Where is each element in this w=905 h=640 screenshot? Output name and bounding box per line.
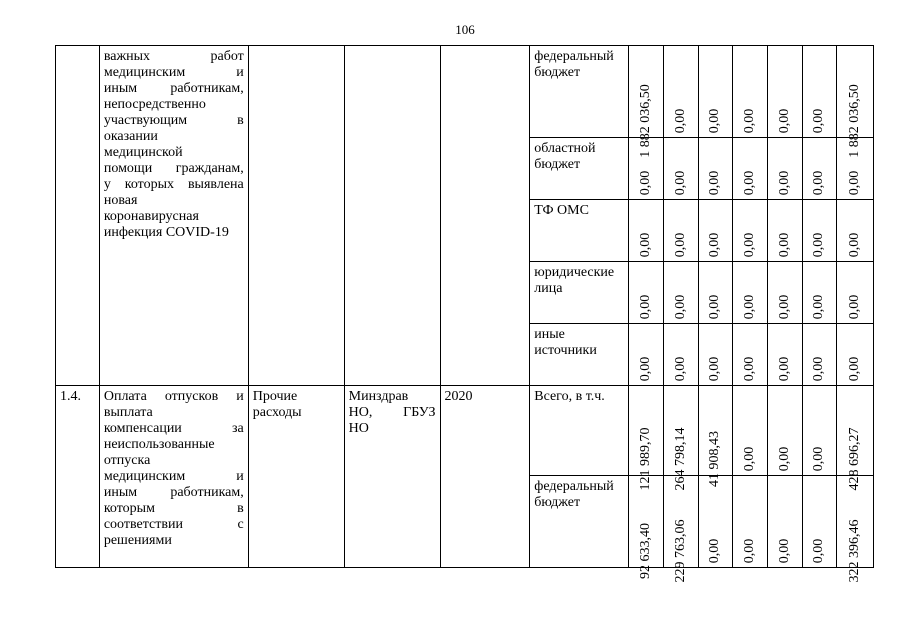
cell-value: 428 696,27 bbox=[847, 427, 863, 491]
cell-value: 0,00 bbox=[776, 232, 792, 258]
cell-value: 0,00 bbox=[811, 294, 827, 320]
cell-value: 1 882 036,50 bbox=[638, 84, 653, 158]
value-cell bbox=[629, 200, 664, 262]
source-label: ТФ ОМС bbox=[534, 203, 589, 218]
cell-value: 0,00 bbox=[707, 170, 723, 196]
value-cell bbox=[733, 262, 768, 324]
value-cell bbox=[733, 476, 768, 568]
executor-cell bbox=[344, 46, 440, 386]
value-cell bbox=[733, 386, 768, 476]
cell-value: 0,00 bbox=[707, 232, 723, 258]
text-line: непосредственно bbox=[103, 97, 206, 112]
text-line: новая bbox=[103, 193, 138, 208]
cell-value: 0,00 bbox=[672, 294, 688, 320]
item-number: 1.4. bbox=[60, 389, 81, 404]
cell-value: 0,00 bbox=[707, 108, 723, 134]
text-line: оказании bbox=[103, 129, 158, 144]
cell-value: 0,00 bbox=[776, 108, 792, 134]
source-cell bbox=[530, 262, 629, 324]
cell-value: 0,00 bbox=[776, 170, 792, 196]
cell-value: 0,00 bbox=[742, 446, 758, 472]
source-label: юридические лица bbox=[534, 265, 615, 296]
text-line: иным работникам, bbox=[103, 485, 244, 500]
cell-value: 0,00 bbox=[638, 170, 653, 196]
cell-value: 0,00 bbox=[742, 538, 758, 564]
text-line: коронавирусная bbox=[103, 209, 199, 224]
value-cell bbox=[698, 200, 733, 262]
value-cell bbox=[629, 386, 664, 491]
text-line: иным работникам, bbox=[103, 81, 244, 96]
source-cell bbox=[530, 138, 629, 200]
value-cell bbox=[629, 324, 664, 386]
value-cell bbox=[733, 324, 768, 386]
cell-value: 0,00 bbox=[811, 446, 827, 472]
value-cell bbox=[698, 476, 733, 568]
value-cell bbox=[629, 46, 664, 158]
item-name-cell bbox=[99, 46, 248, 386]
value-cell bbox=[802, 324, 837, 386]
cell-value: 0,00 bbox=[742, 356, 758, 382]
value-cell bbox=[767, 46, 802, 138]
value-cell bbox=[663, 262, 698, 324]
text-line: важных работ bbox=[103, 49, 244, 64]
cell-value: 92 633,40 bbox=[638, 523, 653, 579]
cell-value: 0,00 bbox=[847, 294, 863, 320]
cell-value: 0,00 bbox=[672, 232, 688, 258]
expense-type-cell bbox=[248, 46, 344, 386]
value-cell bbox=[698, 324, 733, 386]
value-cell bbox=[767, 386, 802, 476]
item-name-cell bbox=[99, 386, 248, 568]
text-line: помощи гражданам, bbox=[103, 161, 244, 176]
table-body bbox=[56, 46, 874, 583]
source-cell bbox=[530, 386, 629, 476]
value-cell bbox=[802, 138, 837, 200]
value-cell bbox=[663, 200, 698, 262]
cell-value: 0,00 bbox=[776, 356, 792, 382]
year-cell bbox=[440, 386, 530, 568]
expense-type-cell bbox=[248, 386, 344, 568]
value-cell bbox=[837, 324, 874, 386]
text-line: соответствии с bbox=[103, 517, 244, 532]
value-cell bbox=[629, 262, 664, 324]
source-label: федеральный бюджет bbox=[534, 479, 614, 510]
source-cell bbox=[530, 476, 629, 568]
value-cell bbox=[629, 138, 664, 200]
cell-value: 41 908,43 bbox=[707, 431, 723, 487]
value-cell bbox=[802, 386, 837, 476]
text-line: медицинским и bbox=[103, 469, 244, 484]
value-cell bbox=[802, 46, 837, 138]
value-cell bbox=[802, 262, 837, 324]
value-cell bbox=[698, 262, 733, 324]
table-row bbox=[56, 46, 874, 138]
text-line: компенсации за bbox=[103, 421, 244, 436]
cell-value: 0,00 bbox=[742, 232, 758, 258]
cell-value: 0,00 bbox=[638, 294, 653, 320]
item-number-cell bbox=[56, 46, 100, 386]
cell-value: 0,00 bbox=[776, 446, 792, 472]
value-cell bbox=[733, 138, 768, 200]
value-cell bbox=[802, 476, 837, 568]
cell-value: 0,00 bbox=[638, 232, 653, 258]
year-value: 2020 bbox=[444, 389, 473, 404]
cell-value: 1 882 036,50 bbox=[847, 84, 863, 158]
value-cell bbox=[837, 46, 874, 158]
source-label: Всего, в т.ч. bbox=[534, 389, 605, 404]
page-number: 106 bbox=[455, 22, 475, 37]
cell-value: 0,00 bbox=[707, 294, 723, 320]
source-cell bbox=[530, 324, 629, 386]
cell-value: 0,00 bbox=[811, 108, 827, 134]
value-cell bbox=[767, 138, 802, 200]
value-cell bbox=[663, 46, 698, 138]
value-cell bbox=[698, 386, 733, 487]
source-cell bbox=[530, 200, 629, 262]
cell-value: 0,00 bbox=[707, 356, 723, 382]
text-line: медицинским и bbox=[103, 65, 244, 80]
value-cell bbox=[733, 200, 768, 262]
text-line: Оплата отпусков и bbox=[103, 389, 244, 404]
value-cell bbox=[767, 324, 802, 386]
value-cell bbox=[837, 138, 874, 200]
text-line: выплата bbox=[103, 405, 153, 420]
cell-value: 0,00 bbox=[672, 356, 688, 382]
value-cell bbox=[802, 200, 837, 262]
text-line: участвующим в bbox=[103, 113, 244, 128]
cell-value: 322 396,46 bbox=[847, 519, 863, 583]
expense-type: Прочие расходы bbox=[252, 389, 302, 420]
table-row bbox=[56, 386, 874, 476]
cell-value: 0,00 bbox=[811, 356, 827, 382]
cell-value: 121 989,70 bbox=[638, 427, 653, 491]
cell-value: 0,00 bbox=[847, 356, 863, 382]
text-line: неиспользованные bbox=[103, 437, 215, 452]
text-line: у которых выявлена bbox=[103, 177, 244, 192]
item-number-cell bbox=[56, 386, 100, 568]
cell-value: 0,00 bbox=[672, 108, 688, 134]
value-cell bbox=[663, 476, 698, 583]
value-cell bbox=[767, 476, 802, 568]
text-line: которым в bbox=[103, 501, 244, 516]
cell-value: 0,00 bbox=[742, 108, 758, 134]
year-cell bbox=[440, 46, 530, 386]
cell-value: 0,00 bbox=[811, 170, 827, 196]
value-cell bbox=[767, 200, 802, 262]
value-cell bbox=[698, 46, 733, 138]
budget-table bbox=[55, 45, 874, 583]
source-label: иные источники bbox=[534, 327, 597, 358]
value-cell bbox=[767, 262, 802, 324]
cell-value: 0,00 bbox=[776, 538, 792, 564]
value-cell bbox=[663, 138, 698, 200]
cell-value: 264 798,14 bbox=[672, 427, 688, 491]
value-cell bbox=[837, 476, 874, 583]
value-cell bbox=[837, 262, 874, 324]
text-line: решениями bbox=[103, 533, 172, 548]
value-cell bbox=[733, 46, 768, 138]
cell-value: 0,00 bbox=[707, 538, 723, 564]
text-line: НО bbox=[348, 421, 369, 436]
value-cell bbox=[629, 476, 664, 579]
text-line: отпуска bbox=[103, 453, 151, 468]
cell-value: 0,00 bbox=[811, 232, 827, 258]
value-cell bbox=[837, 200, 874, 262]
text-line: НО, ГБУЗ bbox=[348, 405, 436, 420]
cell-value: 0,00 bbox=[847, 232, 863, 258]
text-line: инфекция COVID-19 bbox=[103, 225, 229, 240]
value-cell bbox=[837, 386, 874, 491]
value-cell bbox=[698, 138, 733, 200]
text-line: Минздрав bbox=[348, 389, 409, 404]
source-label: федеральный бюджет bbox=[534, 49, 614, 80]
source-cell bbox=[530, 46, 629, 138]
value-cell bbox=[663, 324, 698, 386]
cell-value: 0,00 bbox=[672, 170, 688, 196]
cell-value: 0,00 bbox=[811, 538, 827, 564]
cell-value: 0,00 bbox=[847, 170, 863, 196]
text-line: медицинской bbox=[103, 145, 183, 160]
executor-cell bbox=[344, 386, 440, 568]
cell-value: 0,00 bbox=[638, 356, 653, 382]
cell-value: 0,00 bbox=[742, 170, 758, 196]
source-label: областной бюджет bbox=[534, 141, 596, 172]
cell-value: 229 763,06 bbox=[672, 519, 688, 583]
cell-value: 0,00 bbox=[742, 294, 758, 320]
cell-value: 0,00 bbox=[776, 294, 792, 320]
value-cell bbox=[663, 386, 698, 491]
